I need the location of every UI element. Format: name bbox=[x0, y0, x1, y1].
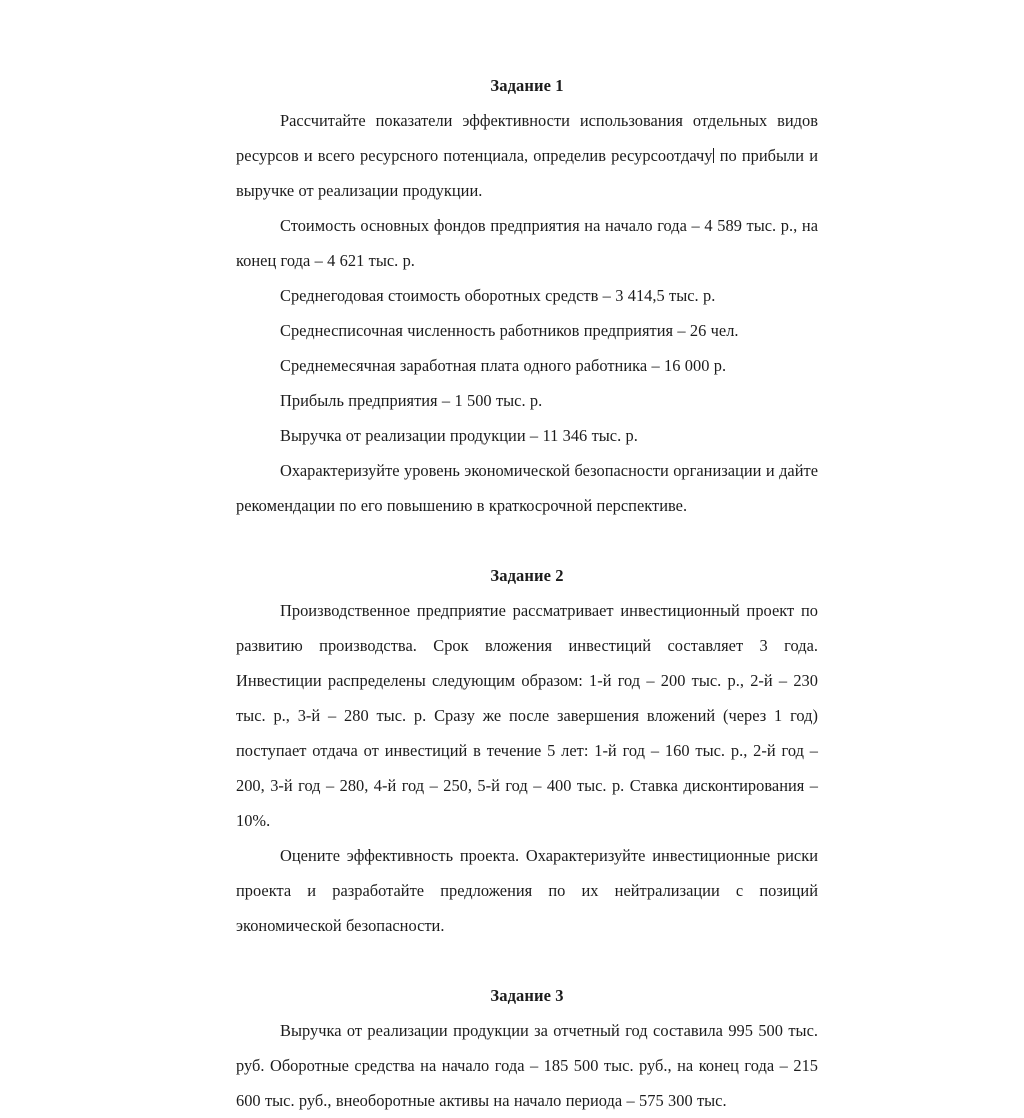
paragraph-fixed-assets: Стоимость основных фондов предприятия на начало года – 4 589 тыс. р., на конец года – 4 621 тыс. р. bbox=[236, 216, 818, 270]
section-heading-3: Задание 3 bbox=[490, 986, 564, 1005]
paragraph-headcount: Среднесписочная численность работников предприятия – 26 чел. bbox=[280, 321, 739, 340]
paragraph-annual-revenue: Выручка от реализации продукции за отчетный год составила 995 500 тыс. руб. Оборотные средства на начало года – 185 500 тыс. руб., на конец года – 215 600 тыс. руб., внеоборотные активы на начало периода – 575 300 тыс. bbox=[236, 1021, 818, 1110]
paragraph-security-level: Охарактеризуйте уровень экономической безопасности организации и дайте рекомендации по его повышению в краткосрочной перспективе. bbox=[236, 461, 818, 515]
paragraph-working-capital: Среднегодовая стоимость оборотных средств – 3 414,5 тыс. р. bbox=[280, 286, 716, 305]
paragraph-1-intro-tail: по прибыли и выручке от реализации продукции. bbox=[236, 146, 818, 200]
paragraph-1-intro-text: Рассчитайте показатели эффективности использования отдельных видов ресурсов и всего ресурсного потенциала, определив ресурсоотдачу bbox=[236, 111, 818, 165]
text-caret[interactable] bbox=[713, 148, 714, 163]
section-gap-2 bbox=[236, 943, 818, 978]
paragraph-investment-project: Производственное предприятие рассматривает инвестиционный проект по развитию производства. Срок вложения инвестиций составляет 3 года. Инвестиции распределены следующим образом: 1-й год – 200 тыс. р., 2-й – 230 тыс. р., 3-й – 280 тыс. р. Сразу же после завершения вложений (через 1 год) поступает отдача от инвестиций в течение 5 лет: 1-й год – 160 тыс. р., 2-й год – 200, 3-й год – 280, 4-й год – 250, 5-й год – 400 тыс. р. Ставка дисконтирования – 10%. bbox=[236, 601, 818, 830]
paragraph-revenue: Выручка от реализации продукции – 11 346 тыс. р. bbox=[280, 426, 638, 445]
document-text-body bbox=[236, 68, 818, 1118]
paragraph-1-intro bbox=[236, 103, 818, 208]
section-gap-1 bbox=[236, 523, 818, 558]
section-heading-2: Задание 2 bbox=[490, 566, 564, 585]
paragraph-profit: Прибыль предприятия – 1 500 тыс. р. bbox=[280, 391, 543, 410]
paragraph-salary: Среднемесячная заработная плата одного работника – 16 000 р. bbox=[280, 356, 727, 375]
section-heading-1: Задание 1 bbox=[490, 76, 564, 95]
paragraph-project-evaluation: Оцените эффективность проекта. Охарактеризуйте инвестиционные риски проекта и разработайте предложения по их нейтрализации с позиций экономической безопасности. bbox=[236, 846, 818, 935]
